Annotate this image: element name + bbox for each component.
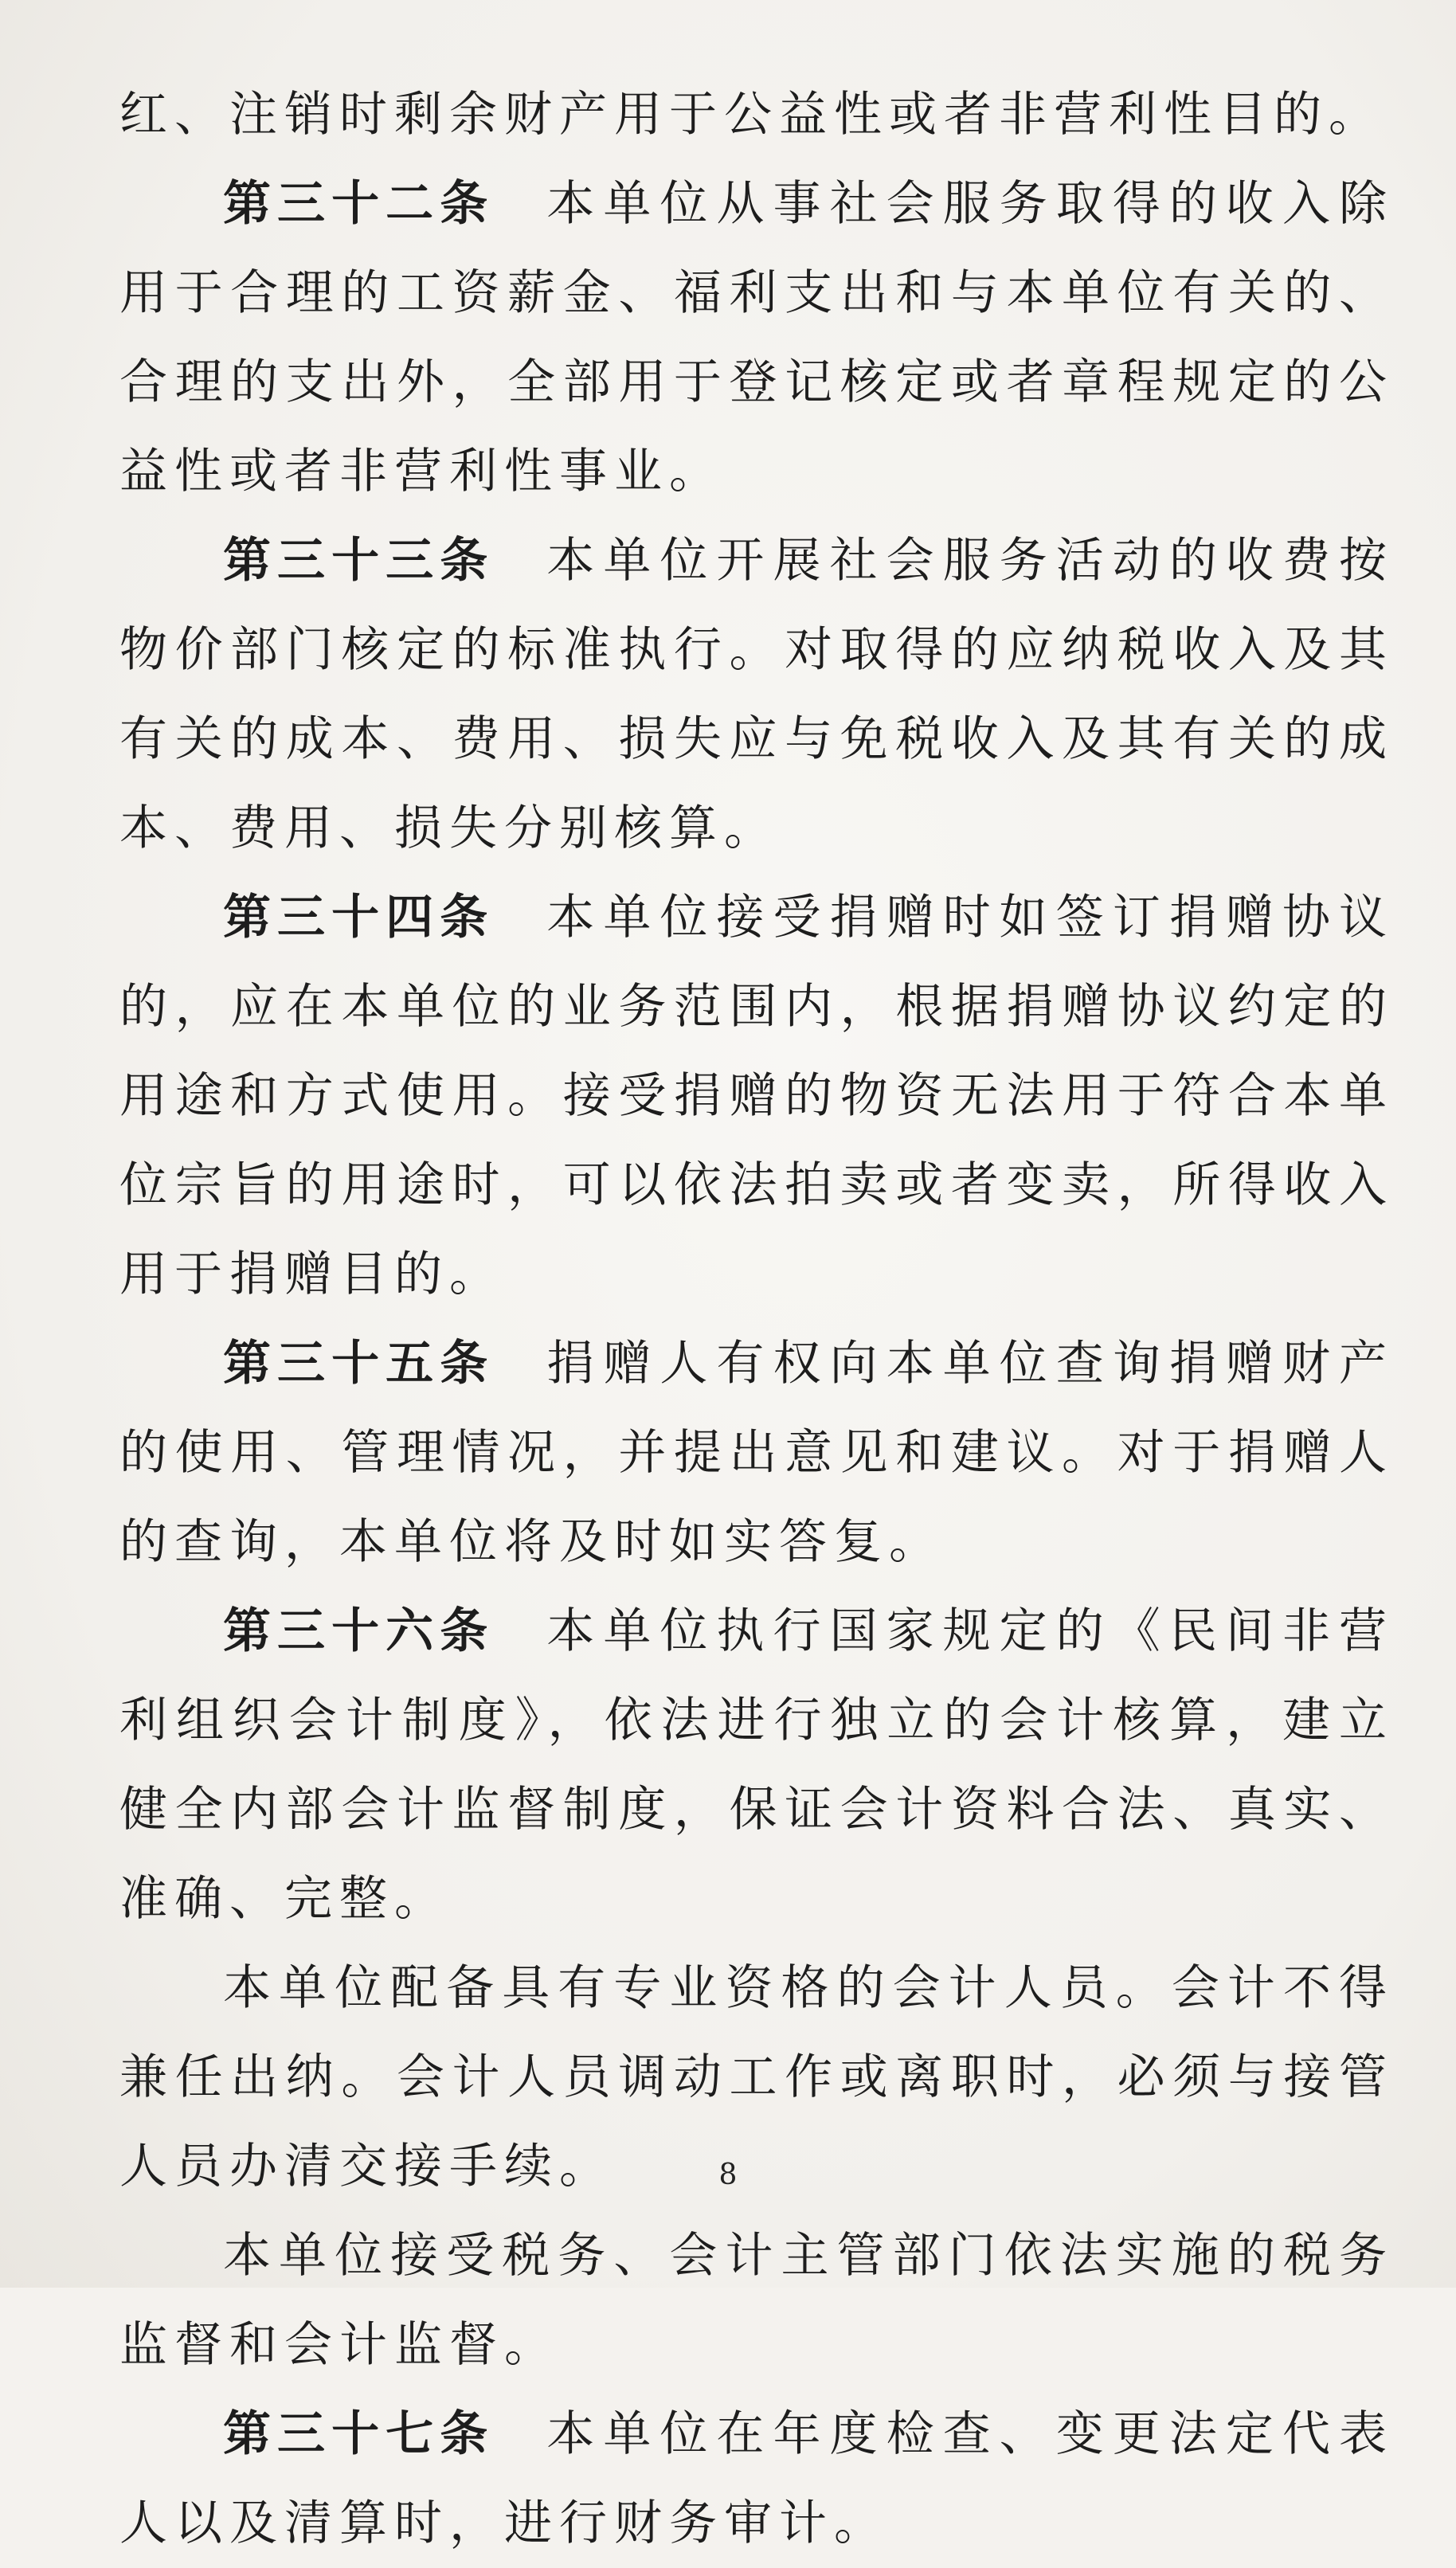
article-37	[119, 2390, 1394, 2568]
article-35	[119, 1319, 1394, 1587]
paragraph-text: 本单位接受税务、会计主管部门依法实施的税务监督和会计监督。	[119, 2228, 1394, 2373]
article-number: 第三十四条	[223, 890, 495, 945]
paragraph-text: 红、注销时剩余财产用于公益性或者非营利性目的。	[119, 87, 1384, 143]
article-number: 第三十五条	[223, 1336, 495, 1392]
article-text: 捐赠人有权向本单位查询捐赠财产的使用、管理情况，并提出意见和建议。对于捐赠人的查询，本单位将及时如实答复。	[119, 1336, 1395, 1570]
paragraph-supervision	[119, 2211, 1394, 2390]
article-number: 第三十二条	[223, 176, 495, 232]
article-32	[119, 159, 1394, 516]
article-text: 本单位从事社会服务取得的收入除用于合理的工资薪金、福利支出和与本单位有关的、合理的支出外，全部用于登记核定或者章程规定的公益性或者非营利性事业。	[119, 176, 1395, 499]
article-34	[119, 873, 1394, 1319]
article-text: 本单位在年度检查、变更法定代表人以及清算时，进行财务审计。	[119, 2406, 1395, 2551]
article-number: 第三十三条	[223, 533, 495, 589]
paragraph-continuation	[119, 70, 1394, 159]
article-36	[119, 1587, 1394, 1944]
article-text: 本单位接受捐赠时如签订捐赠协议的，应在本单位的业务范围内，根据捐赠协议约定的用途和方式使用。接受捐赠的物资无法用于符合本单位宗旨的用途时，可以依法拍卖或者变卖，所得收入用于捐赠目的。	[119, 890, 1395, 1302]
article-33	[119, 516, 1394, 873]
paragraph-text: 本单位配备具有专业资格的会计人员。会计不得兼任出纳。会计人员调动工作或离职时，必须与接管人员办清交接手续。	[119, 1960, 1394, 2194]
article-number: 第三十七条	[223, 2406, 495, 2462]
article-text: 本单位开展社会服务活动的收费按物价部门核定的标准执行。对取得的应纳税收入及其有关的成本、费用、损失应与免税收入及其有关的成本、费用、损失分别核算。	[119, 533, 1395, 856]
article-number: 第三十六条	[223, 1603, 495, 1659]
article-text: 本单位执行国家规定的《民间非营利组织会计制度》，依法进行独立的会计核算，建立健全内部会计监督制度，保证会计资料合法、真实、准确、完整。	[119, 1603, 1395, 1927]
page-number: 8	[718, 2159, 738, 2191]
document-body	[119, 70, 1394, 2568]
